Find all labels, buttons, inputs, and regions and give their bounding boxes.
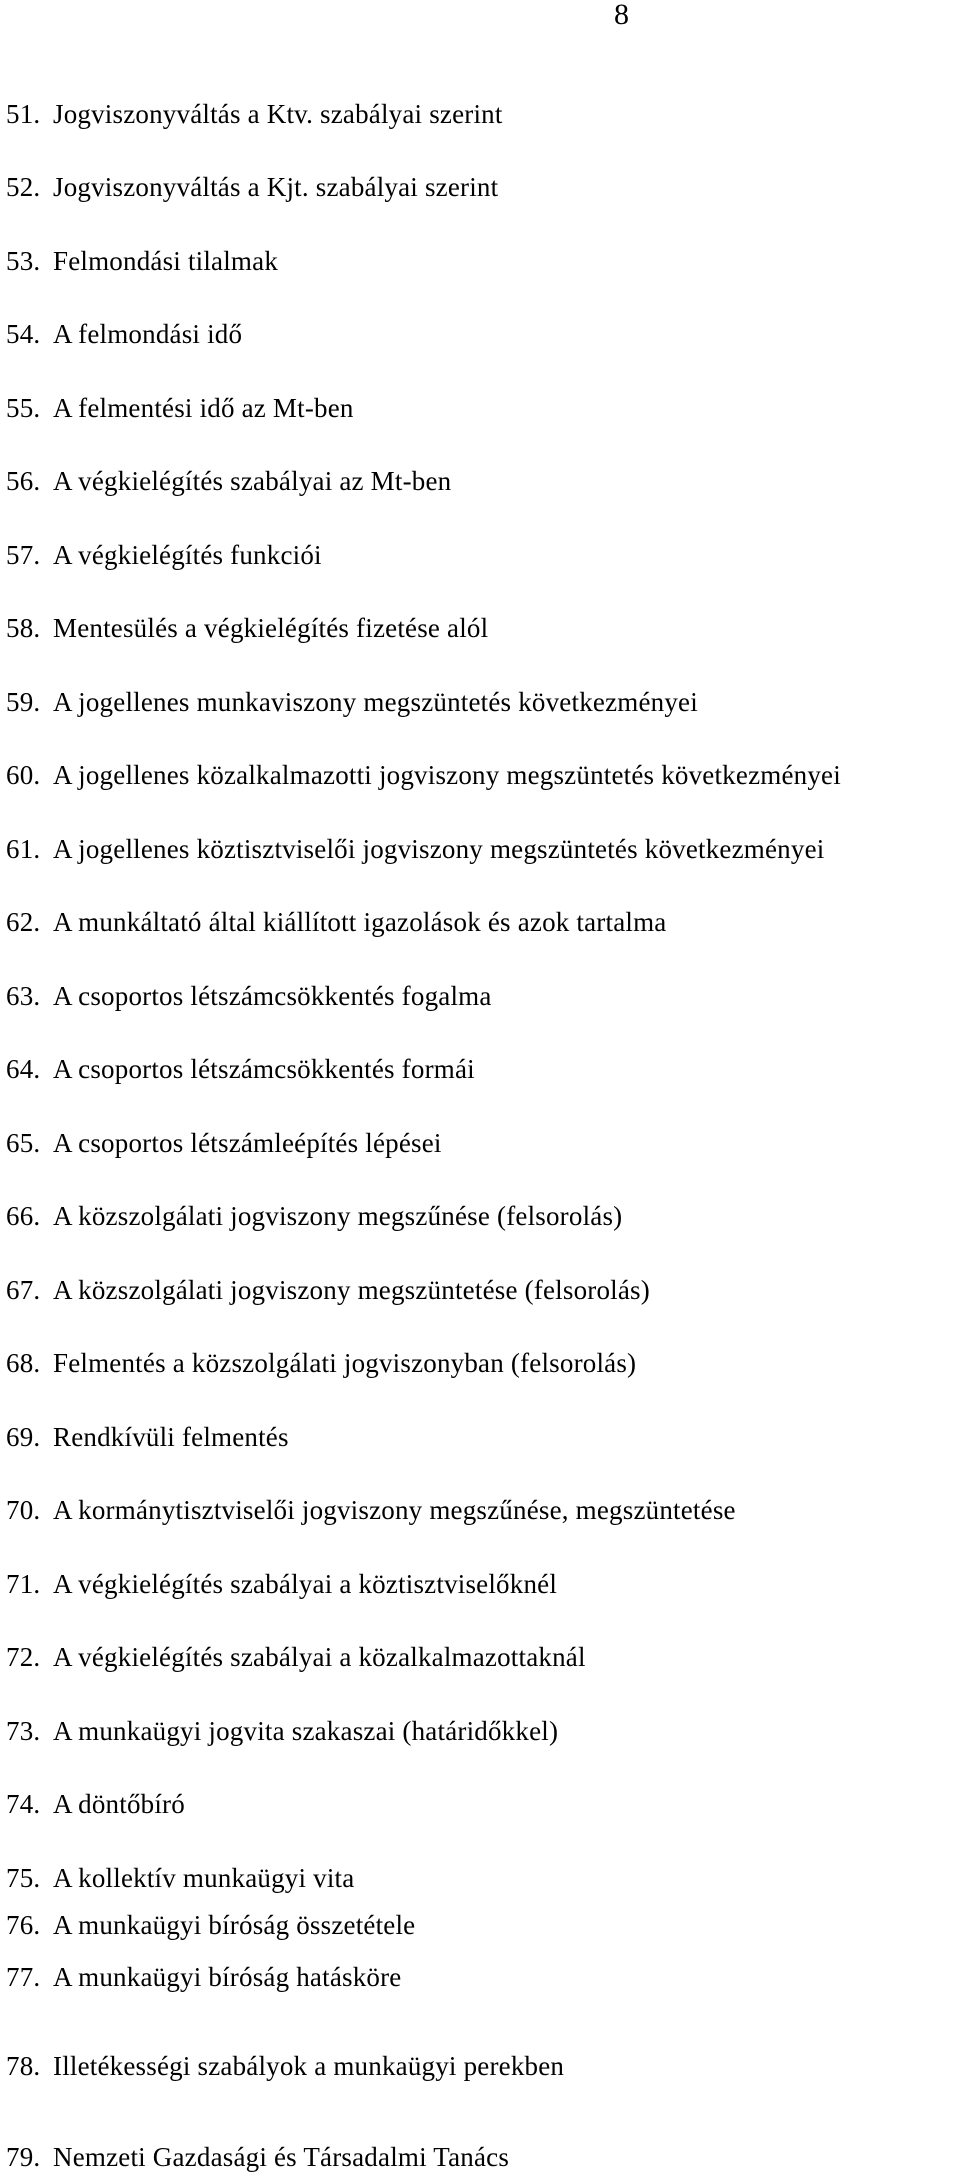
- page-number: 8: [614, 0, 629, 31]
- item-text: Jogviszonyváltás a Kjt. szabályai szerint: [53, 172, 499, 202]
- list-item: [6, 1127, 442, 1159]
- item-number: 62.: [6, 907, 41, 937]
- item-number: 71.: [6, 1569, 41, 1599]
- item-text: A kormánytisztviselői jogviszony megszűnése, megszüntetése: [53, 1495, 736, 1525]
- list-item: [6, 980, 492, 1012]
- item-text: A csoportos létszámcsökkentés fogalma: [53, 981, 492, 1011]
- list-item: [6, 1788, 185, 1820]
- list-item: [6, 1641, 586, 1673]
- list-item: [6, 2141, 509, 2173]
- item-number: 57.: [6, 540, 41, 570]
- item-number: 63.: [6, 981, 41, 1011]
- item-number: 55.: [6, 393, 41, 423]
- item-text: A közszolgálati jogviszony megszűnése (felsorolás): [53, 1201, 623, 1231]
- item-number: 65.: [6, 1128, 41, 1158]
- item-number: 73.: [6, 1716, 41, 1746]
- list-item: [6, 1909, 415, 1941]
- item-text: Rendkívüli felmentés: [53, 1422, 289, 1452]
- item-number: 51.: [6, 99, 41, 129]
- item-text: A csoportos létszámcsökkentés formái: [53, 1054, 475, 1084]
- item-text: A felmentési idő az Mt-ben: [53, 393, 354, 423]
- item-number: 60.: [6, 760, 41, 790]
- item-number: 76.: [6, 1910, 41, 1940]
- list-item: [6, 1568, 557, 1600]
- item-number: 70.: [6, 1495, 41, 1525]
- item-number: 58.: [6, 613, 41, 643]
- list-item: [6, 1053, 475, 1085]
- item-number: 64.: [6, 1054, 41, 1084]
- item-number: 61.: [6, 834, 41, 864]
- list-item: [6, 1347, 636, 1379]
- list-item: [6, 171, 498, 203]
- item-text: A végkielégítés szabályai az Mt-ben: [53, 466, 452, 496]
- item-text: A jogellenes közalkalmazotti jogviszony megszüntetés következményei: [53, 760, 841, 790]
- item-text: A kollektív munkaügyi vita: [53, 1863, 355, 1893]
- item-number: 69.: [6, 1422, 41, 1452]
- item-number: 78.: [6, 2051, 41, 2081]
- item-text: Felmondási tilalmak: [53, 246, 279, 276]
- item-number: 52.: [6, 172, 41, 202]
- item-number: 54.: [6, 319, 41, 349]
- item-number: 68.: [6, 1348, 41, 1378]
- item-text: A munkaügyi bíróság összetétele: [53, 1910, 416, 1940]
- list-item: [6, 1200, 622, 1232]
- item-text: A munkaügyi bíróság hatásköre: [53, 1962, 402, 1992]
- list-item: [6, 906, 666, 938]
- item-text: A felmondási idő: [53, 319, 243, 349]
- item-text: Felmentés a közszolgálati jogviszonyban (felsorolás): [53, 1348, 637, 1378]
- list-item: [6, 245, 278, 277]
- list-item: [6, 98, 503, 130]
- item-number: 75.: [6, 1863, 41, 1893]
- list-item: [6, 833, 824, 865]
- item-number: 72.: [6, 1642, 41, 1672]
- list-item: [6, 1715, 558, 1747]
- item-text: A csoportos létszámleépítés lépései: [53, 1128, 442, 1158]
- list-item: [6, 759, 841, 791]
- list-item: [6, 392, 354, 424]
- list-item: [6, 686, 698, 718]
- list-item: [6, 465, 451, 497]
- item-text: A munkáltató által kiállított igazolások és azok tartalma: [53, 907, 667, 937]
- item-text: A végkielégítés szabályai a köztisztviselőknél: [53, 1569, 558, 1599]
- item-text: A munkaügyi jogvita szakaszai (határidőkkel): [53, 1716, 559, 1746]
- list-item: [6, 1494, 736, 1526]
- list-item: [6, 1862, 354, 1894]
- item-text: A közszolgálati jogviszony megszüntetése (felsorolás): [53, 1275, 650, 1305]
- item-number: 53.: [6, 246, 41, 276]
- item-text: A döntőbíró: [53, 1789, 185, 1819]
- item-number: 79.: [6, 2142, 41, 2172]
- item-number: 74.: [6, 1789, 41, 1819]
- list-item: [6, 2050, 564, 2082]
- list-item: [6, 1421, 289, 1453]
- item-number: 66.: [6, 1201, 41, 1231]
- item-number: 59.: [6, 687, 41, 717]
- list-item: [6, 318, 242, 350]
- item-number: 67.: [6, 1275, 41, 1305]
- list-item: [6, 1274, 650, 1306]
- item-text: Illetékességi szabályok a munkaügyi perekben: [53, 2051, 565, 2081]
- item-number: 77.: [6, 1962, 41, 1992]
- item-text: Jogviszonyváltás a Ktv. szabályai szerint: [53, 99, 503, 129]
- item-text: Nemzeti Gazdasági és Társadalmi Tanács: [53, 2142, 510, 2172]
- item-text: A végkielégítés szabályai a közalkalmazottaknál: [53, 1642, 586, 1672]
- list-item: [6, 539, 322, 571]
- item-number: 56.: [6, 466, 41, 496]
- list-item: [6, 1961, 401, 1993]
- item-text: Mentesülés a végkielégítés fizetése alól: [53, 613, 489, 643]
- item-text: A jogellenes munkaviszony megszüntetés következményei: [53, 687, 698, 717]
- list-item: [6, 612, 488, 644]
- item-text: A jogellenes köztisztviselői jogviszony megszüntetés következményei: [53, 834, 825, 864]
- item-text: A végkielégítés funkciói: [53, 540, 322, 570]
